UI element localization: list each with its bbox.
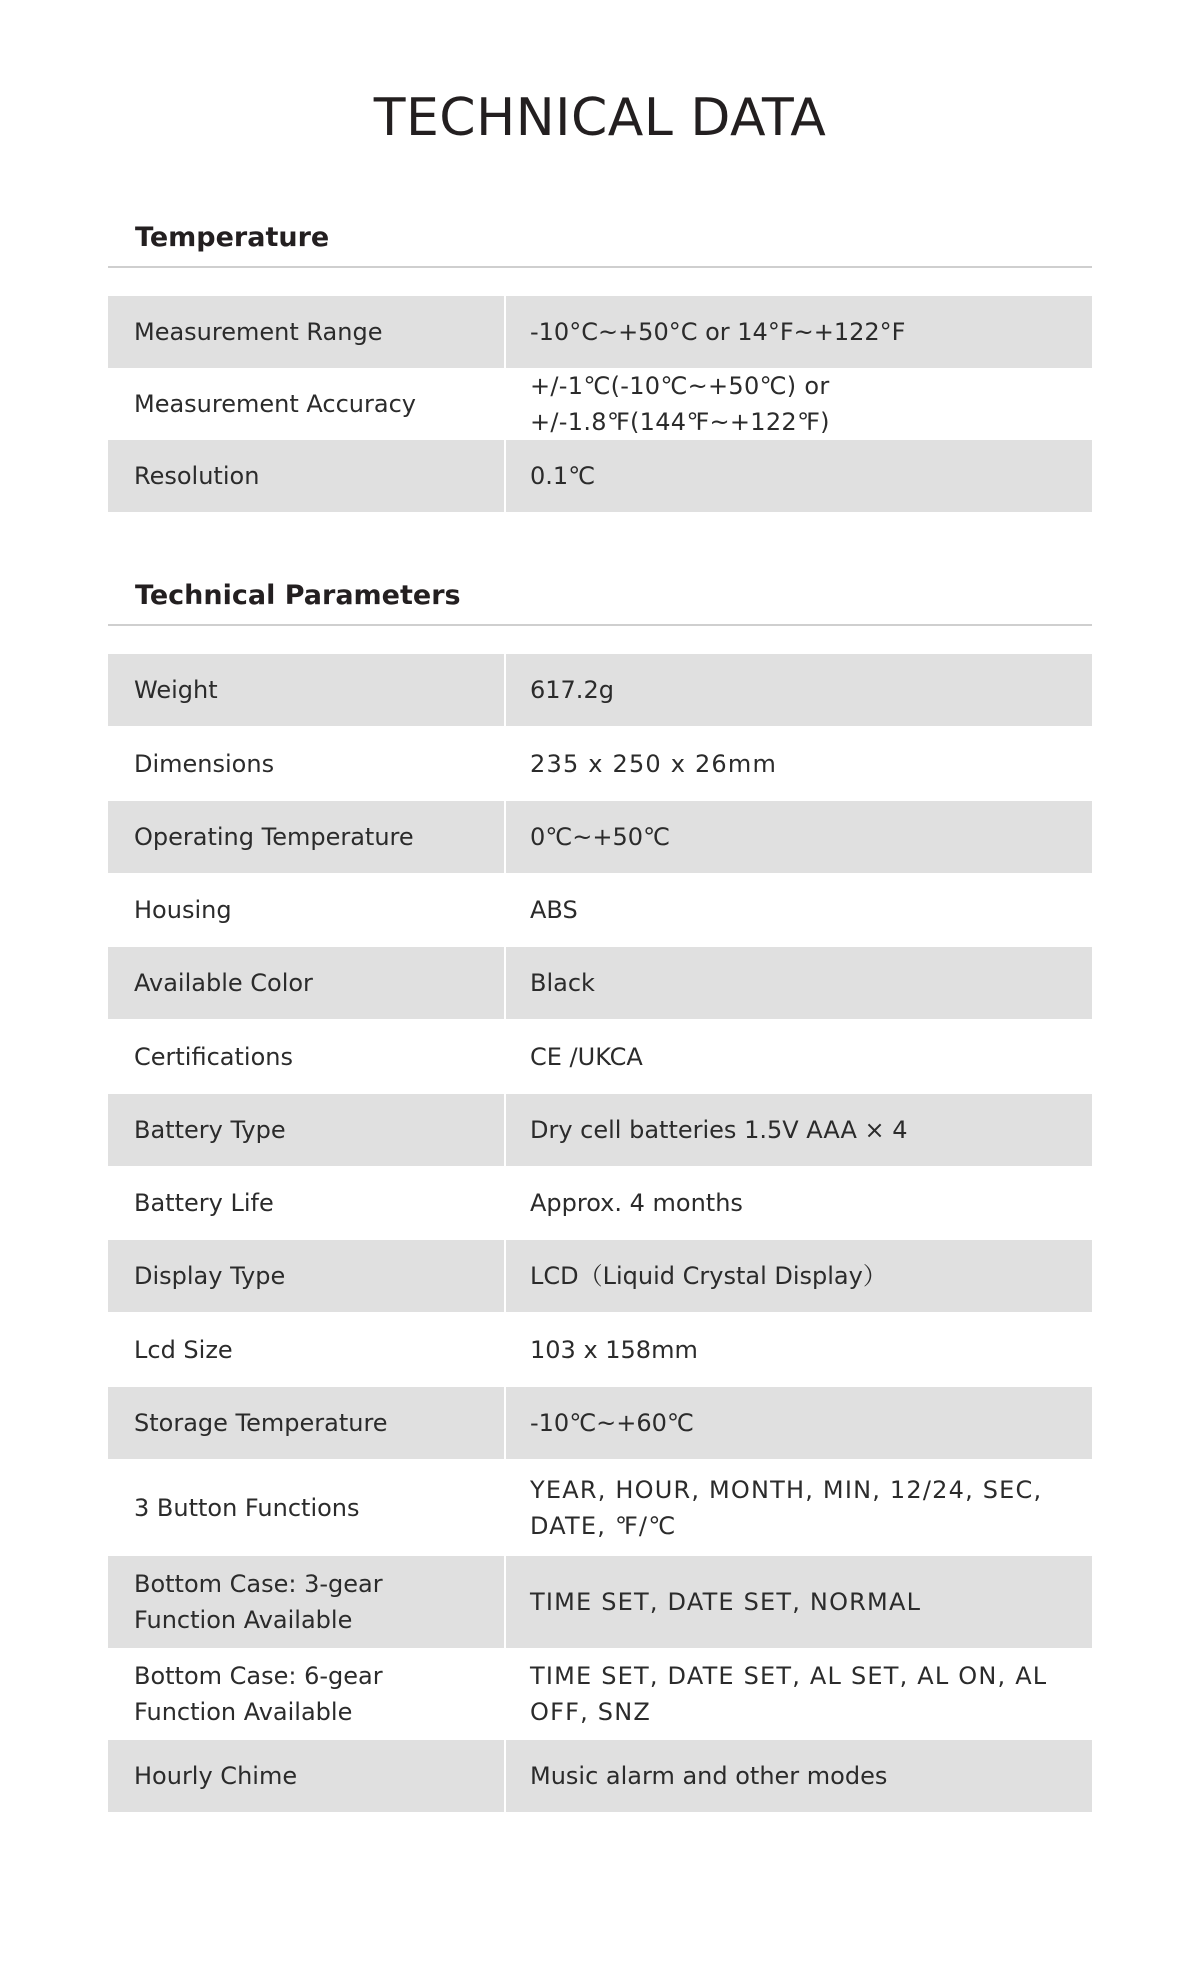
- table-row: [108, 1240, 1092, 1312]
- row-value: 0℃~+50℃: [506, 801, 1092, 873]
- row-label: Bottom Case: 6-gear Function Available: [134, 1662, 383, 1726]
- table-row: [108, 1556, 1092, 1648]
- row-label: Bottom Case: 3-gear Function Available: [108, 1556, 504, 1648]
- row-value: TIME SET, DATE SET, NORMAL: [506, 1556, 1092, 1648]
- row-value: 0.1℃: [506, 440, 1092, 512]
- table-row: [108, 801, 1092, 873]
- section-title-technical-parameters: Technical Parameters: [108, 566, 1092, 626]
- row-value: 617.2g: [506, 654, 1092, 726]
- table-row: [108, 947, 1092, 1019]
- table-row: [108, 726, 1092, 801]
- row-value: YEAR, HOUR, MONTH, MIN, 12/24, SEC, DATE, ℉/℃: [530, 1475, 1043, 1540]
- row-label: Housing: [134, 896, 232, 924]
- table-row: [108, 1648, 1092, 1740]
- table-row: [108, 368, 1092, 440]
- row-label: Hourly Chime: [108, 1740, 504, 1812]
- row-value: TIME SET, DATE SET, AL SET, AL ON, AL OFF, SNZ: [530, 1662, 1048, 1726]
- row-label: Operating Temperature: [108, 801, 504, 873]
- row-value: +/-1℃(-10℃~+50℃) or +/-1.8℉(144℉~+122℉): [530, 372, 830, 436]
- temperature-table: [108, 296, 1092, 512]
- row-value: 103 x 158mm: [530, 1335, 698, 1364]
- row-value: Black: [506, 947, 1092, 1019]
- row-value: Approx. 4 months: [530, 1189, 743, 1217]
- row-value: CE /UKCA: [530, 1042, 643, 1071]
- row-value: Music alarm and other modes: [506, 1740, 1092, 1812]
- technical-parameters-table: [108, 654, 1092, 1812]
- row-label: Available Color: [108, 947, 504, 1019]
- row-value: 235 x 250 x 26mm: [530, 749, 778, 778]
- row-value: Dry cell batteries 1.5V AAA × 4: [506, 1094, 1092, 1166]
- table-row: [108, 1740, 1092, 1812]
- table-row: [108, 1459, 1092, 1556]
- row-value: -10℃~+60℃: [506, 1387, 1092, 1459]
- row-label: Lcd Size: [134, 1335, 233, 1364]
- row-label: Certifications: [134, 1042, 293, 1071]
- row-label: Measurement Range: [108, 296, 504, 368]
- row-label: Dimensions: [134, 749, 275, 778]
- row-label: Measurement Accuracy: [134, 390, 416, 418]
- row-label: 3 Button Functions: [134, 1493, 360, 1522]
- table-row: [108, 1312, 1092, 1387]
- section-title-temperature: Temperature: [108, 208, 1092, 268]
- table-row: [108, 1166, 1092, 1240]
- table-row: [108, 1019, 1092, 1094]
- row-label: Battery Type: [108, 1094, 504, 1166]
- table-row: [108, 440, 1092, 512]
- table-row: [108, 873, 1092, 947]
- technical-parameters-section: [108, 566, 1092, 1812]
- temperature-section: [108, 208, 1092, 512]
- row-label: Resolution: [108, 440, 504, 512]
- table-row: [108, 1094, 1092, 1166]
- row-value: -10°C~+50°C or 14°F~+122°F: [506, 296, 1092, 368]
- row-value: LCD（Liquid Crystal Display）: [506, 1240, 1092, 1312]
- row-label: Display Type: [108, 1240, 504, 1312]
- row-label: Battery Life: [134, 1189, 274, 1217]
- table-row: [108, 1387, 1092, 1459]
- row-value: ABS: [530, 896, 578, 924]
- page-title: TECHNICAL DATA: [373, 88, 827, 148]
- table-row: [108, 654, 1092, 726]
- row-label: Weight: [108, 654, 504, 726]
- table-row: [108, 296, 1092, 368]
- row-label: Storage Temperature: [108, 1387, 504, 1459]
